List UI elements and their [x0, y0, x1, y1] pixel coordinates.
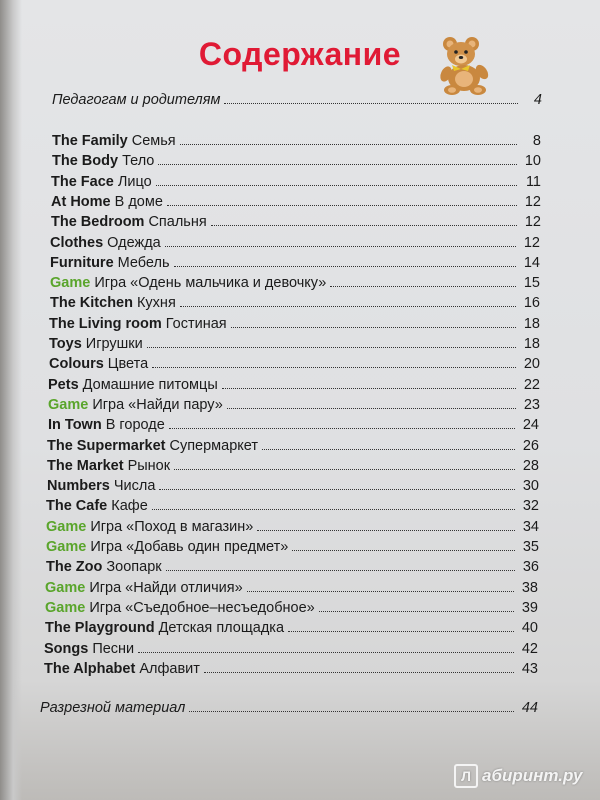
entry-title-en: Pets — [48, 377, 79, 393]
toc-entry[interactable] — [49, 316, 540, 332]
toc-entry[interactable] — [50, 235, 540, 251]
toc-entry[interactable] — [47, 478, 539, 494]
entry-title-en: The Supermarket — [47, 438, 166, 454]
toc-entry[interactable] — [45, 580, 538, 596]
entry-title-ru: Мебель — [117, 255, 170, 271]
entry-title-en: Songs — [44, 641, 89, 657]
toc-entry[interactable] — [47, 438, 539, 454]
entry-title-en: The Market — [47, 458, 124, 474]
page-title: Содержание — [198, 36, 402, 72]
entry-title-en: The Body — [52, 153, 119, 169]
entry-page-number: 35 — [522, 539, 539, 555]
entry-page-number: 14 — [523, 255, 540, 271]
teddy-bear-icon — [432, 32, 496, 96]
game-label: Game — [45, 580, 86, 596]
entry-title-en: The Face — [51, 174, 114, 190]
toc-entry[interactable] — [46, 559, 539, 575]
toc-entry[interactable] — [46, 519, 539, 535]
entry-page-number: 36 — [522, 559, 539, 575]
entry-page-number: 38 — [521, 580, 538, 596]
dot-leader — [159, 488, 515, 490]
dot-leader — [330, 285, 516, 287]
entry-title-en: Colours — [49, 356, 104, 372]
entry-title-en: The Alphabet — [44, 661, 136, 677]
dot-leader — [189, 710, 514, 712]
entry-title-ru: Игра «Поход в магазин» — [90, 519, 254, 535]
entry-title-en: In Town — [48, 417, 102, 433]
dot-leader — [222, 387, 516, 389]
entry-page-number: 26 — [522, 438, 539, 454]
entry-title-ru: В городе — [105, 417, 165, 433]
entry-page-number: 34 — [522, 519, 539, 535]
entry-page-number: 18 — [523, 316, 540, 332]
intro-label: Педагогам и родителям — [52, 92, 221, 108]
entry-page-number: 18 — [523, 336, 540, 352]
toc-entry[interactable] — [44, 661, 538, 677]
dot-leader — [231, 326, 516, 328]
entry-page-number: 40 — [521, 620, 538, 636]
dot-leader — [138, 651, 514, 653]
game-label: Game — [48, 397, 89, 413]
entry-title-ru: Игра «Съедобное–несъедобное» — [89, 600, 315, 616]
toc-entry[interactable] — [48, 397, 540, 413]
toc-entry[interactable] — [51, 194, 541, 210]
entry-title-ru: Семья — [131, 133, 176, 149]
entry-title-ru: Одежда — [107, 235, 161, 251]
toc-entry[interactable] — [44, 641, 538, 657]
watermark-text: абиринт.ру — [482, 766, 583, 785]
entry-title-ru: Игрушки — [85, 336, 143, 352]
entry-page-number: 32 — [522, 498, 539, 514]
dot-leader — [227, 407, 516, 409]
entry-page-number: 28 — [522, 458, 539, 474]
game-label: Game — [50, 275, 91, 291]
dot-leader — [152, 508, 515, 510]
entry-page-number: 11 — [525, 174, 541, 190]
toc-entry[interactable] — [48, 417, 539, 433]
entry-title-en: Numbers — [47, 478, 110, 494]
dot-leader — [166, 569, 515, 571]
intro-page: 4 — [533, 92, 542, 108]
dot-leader — [319, 610, 514, 612]
toc-entry[interactable] — [46, 498, 539, 514]
entry-title-ru: Детская площадка — [158, 620, 285, 636]
entry-title-en: Clothes — [50, 235, 104, 251]
entry-title-en: The Living room — [49, 316, 162, 332]
entry-page-number: 16 — [523, 295, 540, 311]
outro-label: Разрезной материал — [40, 700, 186, 716]
entry-title-en: Furniture — [50, 255, 114, 271]
entry-title-ru: Игра «Добавь один предмет» — [90, 539, 289, 555]
entry-page-number: 24 — [522, 417, 539, 433]
entry-title-ru: Игра «Найди отличия» — [89, 580, 243, 596]
entry-title-ru: Рынок — [127, 458, 171, 474]
dot-leader — [257, 529, 515, 531]
toc-intro-row[interactable] — [52, 92, 542, 108]
dot-leader — [167, 204, 517, 206]
toc-entry[interactable] — [52, 133, 541, 149]
entry-title-ru: Тело — [122, 153, 155, 169]
dot-leader — [262, 448, 515, 450]
toc-entry[interactable] — [51, 174, 541, 190]
dot-leader — [211, 224, 517, 226]
entry-title-ru: Песни — [92, 641, 135, 657]
entry-page-number: 12 — [523, 235, 540, 251]
dot-leader — [247, 590, 514, 592]
toc-entry[interactable] — [50, 255, 540, 271]
toc-entry[interactable] — [52, 153, 541, 169]
toc-entry[interactable] — [47, 458, 539, 474]
entry-page-number: 8 — [532, 133, 541, 149]
dot-leader — [152, 366, 516, 368]
entry-title-ru: Спальня — [148, 214, 207, 230]
entry-title-en: At Home — [51, 194, 111, 210]
entry-page-number: 42 — [521, 641, 538, 657]
entry-title-ru: Игра «Одень мальчика и девочку» — [94, 275, 327, 291]
entry-page-number: 10 — [524, 153, 541, 169]
entry-title-en: The Cafe — [46, 498, 108, 514]
game-label: Game — [46, 519, 87, 535]
dot-leader — [292, 549, 515, 551]
entry-page-number: 15 — [523, 275, 540, 291]
toc-entry[interactable] — [45, 600, 538, 616]
entry-page-number: 39 — [521, 600, 538, 616]
entry-title-ru: Числа — [113, 478, 156, 494]
entry-title-ru: Гостиная — [165, 316, 227, 332]
dot-leader — [204, 671, 514, 673]
dot-leader — [224, 102, 518, 104]
toc-entry[interactable] — [51, 214, 541, 230]
entry-title-ru: Зоопарк — [106, 559, 162, 575]
toc-outro-row[interactable] — [40, 700, 538, 716]
entry-title-ru: В доме — [114, 194, 163, 210]
entry-title-ru: Алфавит — [139, 661, 200, 677]
dot-leader — [156, 184, 517, 186]
entry-page-number: 30 — [522, 478, 539, 494]
toc-entry[interactable] — [48, 377, 540, 393]
dot-leader — [147, 346, 516, 348]
toc-entry[interactable] — [50, 275, 540, 291]
labirint-logo-icon: Л — [454, 764, 478, 788]
toc-entry[interactable] — [45, 620, 538, 636]
outro-page: 44 — [521, 700, 538, 716]
toc-entry[interactable] — [49, 336, 540, 352]
entry-page-number: 12 — [524, 194, 541, 210]
entry-page-number: 12 — [524, 214, 541, 230]
book-gutter — [0, 0, 22, 800]
entry-title-en: The Bedroom — [51, 214, 145, 230]
dot-leader — [180, 143, 517, 145]
entry-title-ru: Игра «Найди пару» — [92, 397, 223, 413]
entry-title-en: The Family — [52, 133, 128, 149]
dot-leader — [174, 468, 515, 470]
entry-title-en: The Playground — [45, 620, 155, 636]
entry-title-en: The Zoo — [46, 559, 103, 575]
toc-entry[interactable] — [50, 295, 540, 311]
game-label: Game — [46, 539, 87, 555]
dot-leader — [180, 305, 516, 307]
entry-title-ru: Домашние питомцы — [82, 377, 218, 393]
entry-page-number: 23 — [523, 397, 540, 413]
entry-title-ru: Супермаркет — [169, 438, 258, 454]
entry-title-ru: Цвета — [107, 356, 149, 372]
entry-title-ru: Лицо — [117, 174, 152, 190]
dot-leader — [174, 265, 516, 267]
entry-title-ru: Кухня — [136, 295, 176, 311]
entry-title-ru: Кафе — [111, 498, 148, 514]
dot-leader — [165, 245, 516, 247]
entry-page-number: 20 — [523, 356, 540, 372]
dot-leader — [169, 427, 515, 429]
entry-title-en: The Kitchen — [50, 295, 133, 311]
dot-leader — [158, 163, 517, 165]
toc-entry[interactable] — [49, 356, 540, 372]
toc-entry[interactable] — [46, 539, 539, 555]
entry-page-number: 43 — [521, 661, 538, 677]
dot-leader — [288, 630, 514, 632]
entry-page-number: 22 — [523, 377, 540, 393]
entry-title-en: Toys — [49, 336, 82, 352]
watermark — [454, 764, 582, 788]
game-label: Game — [45, 600, 86, 616]
